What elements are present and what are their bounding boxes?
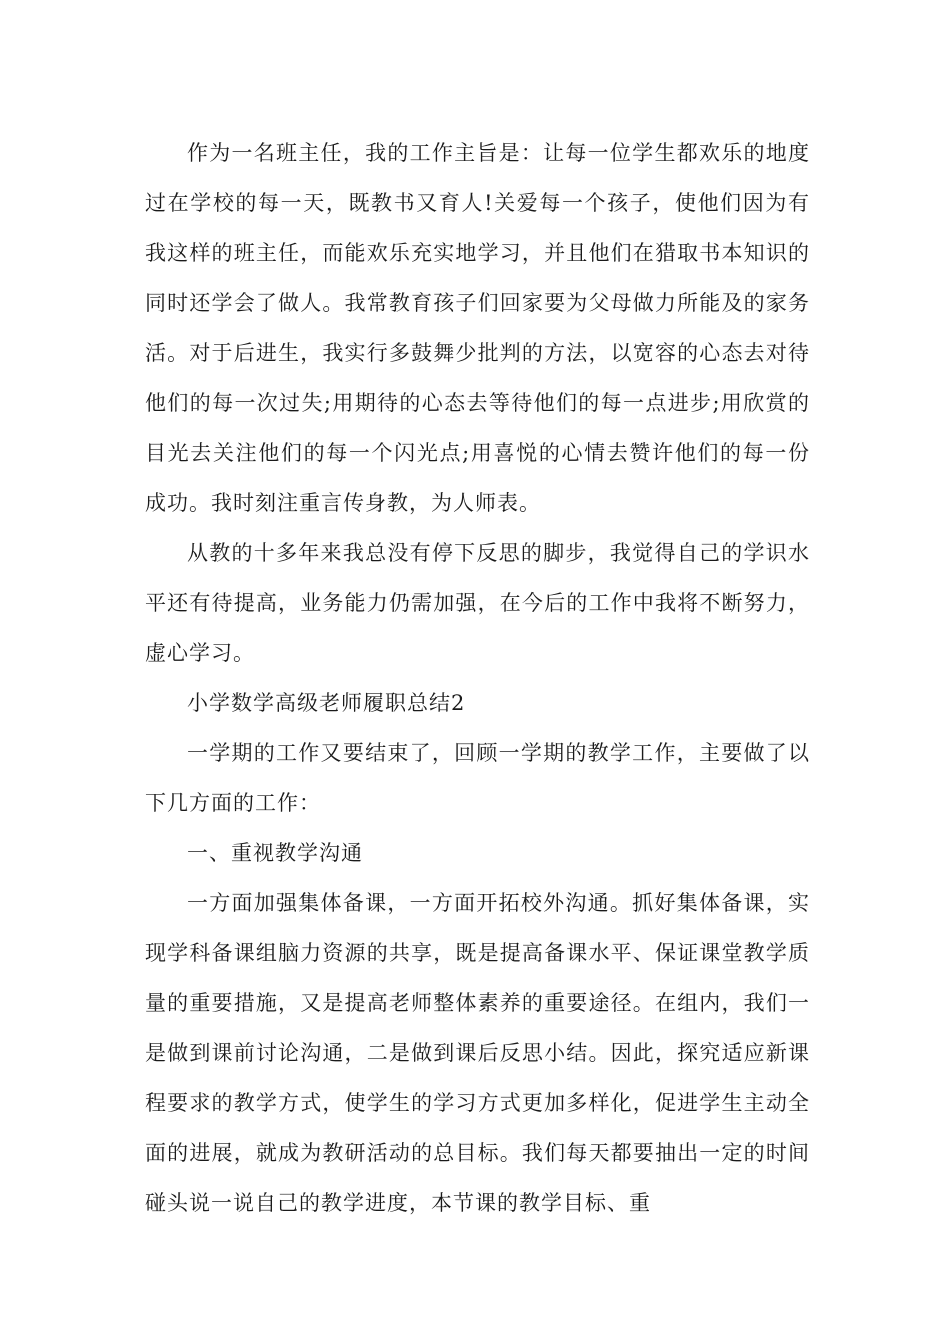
paragraph-class-teacher-philosophy: 作为一名班主任，我的工作主旨是：让每一位学生都欢乐的地度过在学校的每一天，既教书又育人!关爱每一个孩子，使他们因为有我这样的班主任，而能欢乐充实地学习，并且他们在猎取书本知识的同时还学会了做人。我常教育孩子们回家要为父母做力所能及的家务活。对于后进生，我实行多鼓舞少批判的方法，以宽容的心态去对待他们的每一次过失;用期待的心态去等待他们的每一点进步;用欣赏的目光去关注他们的每一个闪光点;用喜悦的心情去赞许他们的每一份成功。我时刻注重言传身教，为人师表。 — [145, 141, 810, 515]
document-body — [145, 128, 810, 1228]
section-heading-teaching-communication: 一、重视教学沟通 — [187, 841, 363, 865]
paragraph-collective-lesson-prep: 一方面加强集体备课，一方面开拓校外沟通。抓好集体备课，实现学科备课组脑力资源的共享，既是提高备课水平、保证课堂教学质量的重要措施，又是提高老师整体素养的重要途径。在组内，我们一是做到课前讨论沟通，二是做到课后反思小结。因此，探究适应新课程要求的教学方式，使学生的学习方式更加多样化，促进学生主动全面的进展，就成为教研活动的总目标。我们每天都要抽出一定的时间碰头说一说自己的教学进度，本节课的教学目标、重 — [145, 891, 810, 1215]
paragraph-semester-intro: 一学期的工作又要结束了，回顾一学期的教学工作，主要做了以下几方面的工作： — [145, 741, 810, 815]
section-title-summary-2: 小学数学高级老师履职总结2 — [187, 691, 466, 715]
paragraph-self-reflection: 从教的十多年来我总没有停下反思的脚步，我觉得自己的学识水平还有待提高，业务能力仍需加强，在今后的工作中我将不断努力，虚心学习。 — [145, 541, 810, 665]
